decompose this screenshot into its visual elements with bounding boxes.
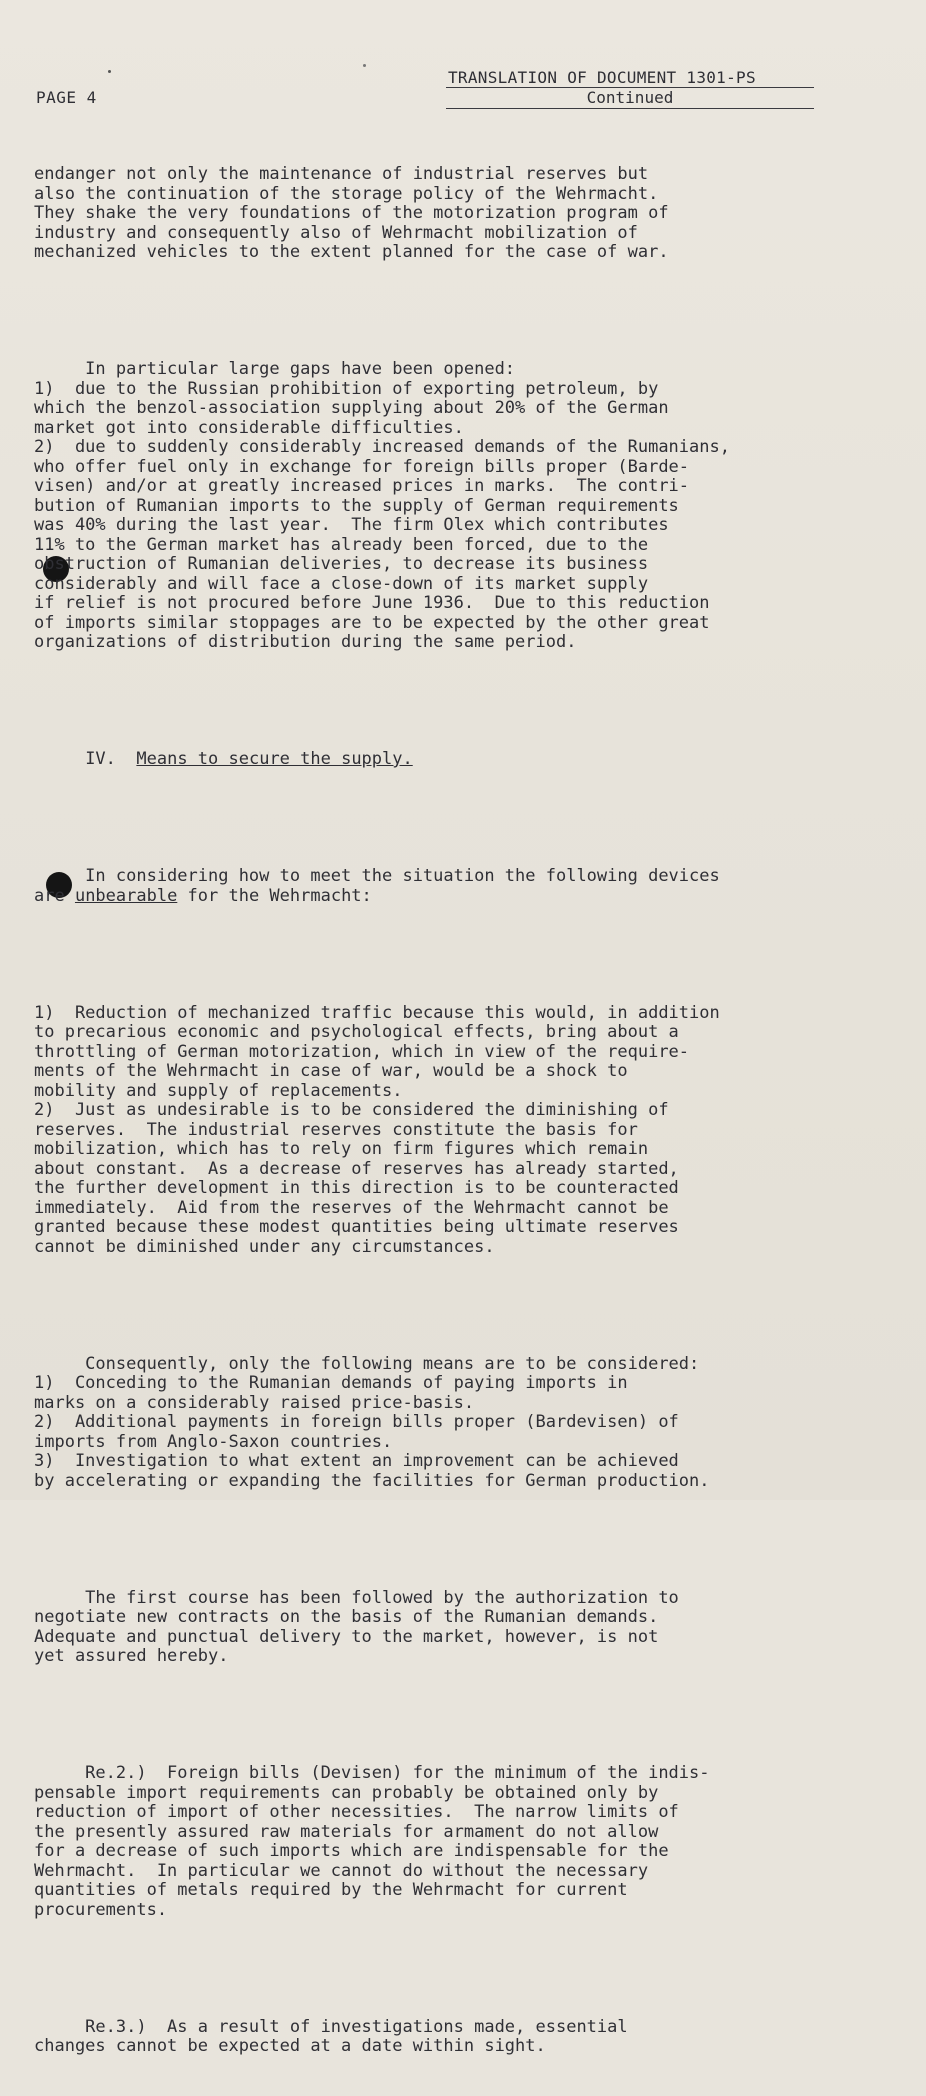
text-line: throttling of German motorization, which in view of the require- bbox=[34, 1041, 690, 1062]
text-line: changes cannot be expected at a date within sight. bbox=[34, 2036, 546, 2056]
text-line: mobility and supply of replacements. bbox=[34, 1080, 403, 1101]
section-heading bbox=[34, 750, 834, 770]
text-line: the further development in this direction is to be counteracted bbox=[34, 1178, 679, 1198]
text-line: procurements. bbox=[34, 1899, 168, 1920]
text-line: The first course has been followed by the authorization to bbox=[34, 1587, 679, 1608]
text-line: 3) Investigation to what extent an improvement can be achieved bbox=[34, 1451, 679, 1471]
text-line: imports from Anglo-Saxon countries. bbox=[34, 1431, 393, 1452]
text-line: 1) Reduction of mechanized traffic because this would, in addition bbox=[34, 1002, 720, 1023]
paragraph-unbearable-devices bbox=[34, 1004, 834, 1258]
text-line: Adequate and punctual delivery to the market, however, is not bbox=[34, 1626, 659, 1647]
text-line: Re.2.) Foreign bills (Devisen) for the minimum of the indis- bbox=[34, 1763, 710, 1783]
text-line: industry and consequently also of Wehrmacht mobilization of bbox=[34, 222, 638, 243]
text-line: Consequently, only the following means are to be considered: bbox=[34, 1353, 700, 1374]
text-line: was 40% during the last year. The firm Olex which contributes bbox=[34, 515, 669, 535]
text-line: bution of Rumanian imports to the supply of German requirements bbox=[34, 495, 679, 516]
paragraph-first-course bbox=[34, 1589, 834, 1667]
paragraph-means bbox=[34, 1355, 834, 1492]
text-line: obstruction of Rumanian deliveries, to decrease its business bbox=[34, 554, 649, 574]
text-line: endanger not only the maintenance of industrial reserves but bbox=[34, 164, 649, 184]
text-line: to precarious economic and psychological effects, bring about a bbox=[34, 1022, 679, 1042]
text-line: They shake the very foundations of the motorization program of bbox=[34, 203, 669, 223]
paper-speck bbox=[108, 70, 111, 73]
text-line: ments of the Wehrmacht in case of war, would be a shock to bbox=[34, 1061, 628, 1081]
text-line: who offer fuel only in exchange for foreign bills proper (Barde- bbox=[34, 456, 690, 477]
text-line: about constant. As a decrease of reserves has already started, bbox=[34, 1158, 679, 1179]
text-line: mechanized vehicles to the extent planned for the case of war. bbox=[34, 242, 669, 262]
considering-line-2-start: are bbox=[34, 885, 75, 906]
paragraph-re-2 bbox=[34, 1764, 834, 1920]
document-header bbox=[446, 68, 814, 109]
text-line: 1) Conceding to the Rumanian demands of paying imports in bbox=[34, 1373, 628, 1393]
paragraph-considering bbox=[34, 867, 834, 906]
text-line: of imports similar stoppages are to be expected by the other great bbox=[34, 612, 710, 633]
text-line: visen) and/or at greatly increased prices in marks. The contri- bbox=[34, 476, 690, 496]
text-line: 2) due to suddenly considerably increased demands of the Rumanians, bbox=[34, 437, 730, 457]
text-line: mobilization, which has to rely on firm figures which remain bbox=[34, 1139, 649, 1159]
document-body bbox=[34, 126, 834, 2096]
text-line: 2) Additional payments in foreign bills proper (Bardevisen) of bbox=[34, 1412, 679, 1432]
header-rule-bottom bbox=[446, 108, 814, 109]
text-line: marks on a considerably raised price-basis. bbox=[34, 1392, 475, 1413]
paragraph-intro bbox=[34, 165, 834, 263]
text-line: quantities of metals required by the Wehrmacht for current bbox=[34, 1880, 628, 1900]
considering-line-2-end: for the Wehrmacht: bbox=[177, 885, 372, 906]
text-line: 1) due to the Russian prohibition of exporting petroleum, by bbox=[34, 378, 659, 399]
considering-line-1: In considering how to meet the situation the following devices bbox=[34, 866, 720, 886]
section-number: IV. bbox=[85, 749, 116, 769]
unbearable-word: unbearable bbox=[74, 885, 178, 906]
section-title: Means to secure the supply. bbox=[136, 749, 413, 769]
text-line: Wehrmacht. In particular we cannot do without the necessary bbox=[34, 1860, 649, 1881]
paragraph-re-3 bbox=[34, 2018, 834, 2057]
paper-speck bbox=[363, 64, 366, 67]
text-line: the presently assured raw materials for armament do not allow bbox=[34, 1821, 659, 1842]
text-line: reduction of import of other necessities. The narrow limits of bbox=[34, 1802, 679, 1822]
text-line: organizations of distribution during the same period. bbox=[34, 632, 577, 652]
text-line: 11% to the German market has already been forced, due to the bbox=[34, 534, 649, 555]
text-line: yet assured hereby. bbox=[34, 1646, 229, 1666]
text-line: by accelerating or expanding the facilities for German production. bbox=[34, 1470, 710, 1491]
text-line: if relief is not procured before June 1936. Due to this reduction bbox=[34, 593, 710, 613]
text-line: for a decrease of such imports which are indispensable for the bbox=[34, 1841, 669, 1861]
text-line: also the continuation of the storage policy of the Wehrmacht. bbox=[34, 183, 659, 204]
text-line: market got into considerable difficulties. bbox=[34, 417, 464, 438]
text-line: negotiate new contracts on the basis of the Rumanian demands. bbox=[34, 1607, 659, 1627]
text-line: Re.3.) As a result of investigations made, essential bbox=[34, 2016, 628, 2037]
text-line: In particular large gaps have been opened: bbox=[34, 359, 516, 379]
paragraph-gaps bbox=[34, 360, 834, 653]
text-line: which the benzol-association supplying about 20% of the German bbox=[34, 398, 669, 418]
page-number: PAGE 4 bbox=[36, 88, 97, 107]
text-line: considerably and will face a close-down of its market supply bbox=[34, 573, 649, 594]
text-line: reserves. The industrial reserves constitute the basis for bbox=[34, 1119, 638, 1140]
text-line: immediately. Aid from the reserves of the Wehrmacht cannot be bbox=[34, 1197, 669, 1218]
text-line: cannot be diminished under any circumstances. bbox=[34, 1236, 495, 1257]
text-line: 2) Just as undesirable is to be considered the diminishing of bbox=[34, 1100, 669, 1120]
text-line: granted because these modest quantities being ultimate reserves bbox=[34, 1217, 679, 1237]
document-subtitle: Continued bbox=[586, 88, 674, 107]
text-line: pensable import requirements can probably be obtained only by bbox=[34, 1782, 659, 1803]
document-title: TRANSLATION OF DOCUMENT 1301-PS bbox=[448, 68, 756, 87]
